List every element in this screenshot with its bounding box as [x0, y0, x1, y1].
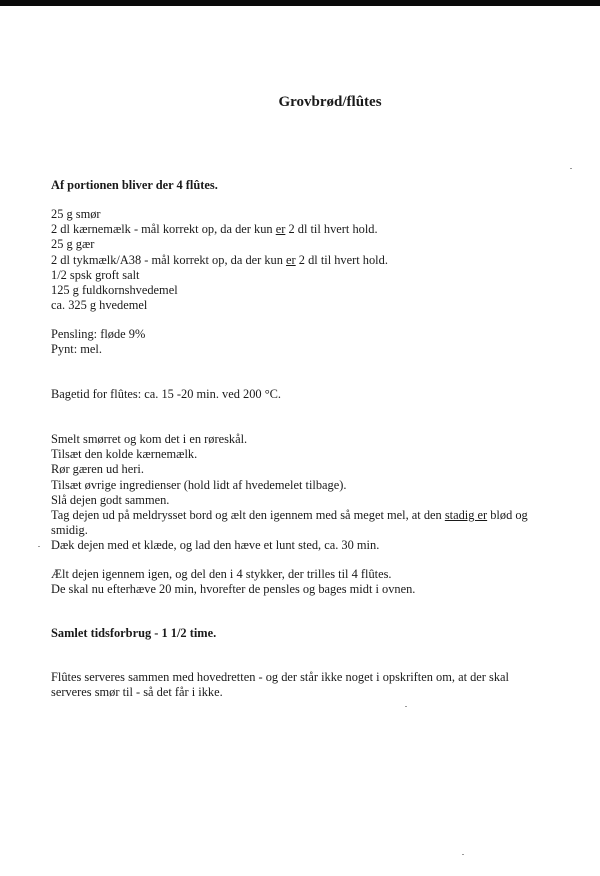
- finishing-notes: [51, 327, 551, 357]
- ingredient-line: 125 g fuldkornshvedemel: [51, 283, 178, 298]
- ingredient-tail: 2 dl til hvert hold.: [285, 222, 378, 237]
- scan-top-edge: [0, 0, 600, 6]
- knead-text: Tag dejen ud på meldrysset bord og ælt den igennem med så meget mel, at den: [51, 508, 445, 523]
- method-step: Rør gæren ud heri.: [51, 462, 144, 477]
- shaping-step: Ælt dejen igennem igen, og del den i 4 stykker, der trilles til 4 flûtes.: [51, 567, 392, 581]
- ingredient-line: 25 g smør: [51, 207, 101, 221]
- total-time: [51, 626, 551, 641]
- scan-speck: [38, 546, 40, 547]
- recipe-title: Grovbrød/flûtes: [278, 94, 382, 110]
- brushing-line: Pensling: fløde 9%: [51, 327, 146, 341]
- ingredient-underlined: er: [275, 222, 286, 237]
- ingredient-line: 25 g gær: [51, 237, 95, 252]
- scan-speck: [570, 168, 572, 169]
- ingredient-tail: 2 dl til hvert hold.: [295, 252, 388, 267]
- portion-note: [51, 178, 551, 193]
- method-step: Smelt smørret og kom det i en røreskål.: [51, 432, 248, 446]
- knead-underlined: stadig er: [444, 508, 488, 523]
- scan-speck: [405, 706, 407, 707]
- method-step: Dæk dejen med et klæde, og lad den hæve et lunt sted, ca. 30 min.: [51, 538, 380, 553]
- ingredient-line: 1/2 spsk groft salt: [51, 267, 140, 282]
- method-step: Tilsæt øvrige ingredienser (hold lidt af hvedemelet tilbage).: [51, 477, 347, 492]
- portion-text: Af portionen bliver der 4 flûtes.: [51, 178, 218, 192]
- method-step: smidig.: [51, 523, 88, 538]
- ingredient-text: 2 dl tykmælk/A38 - mål korrekt op, da der kun: [51, 252, 287, 267]
- method-step: [51, 508, 551, 523]
- bake-time-text: Bagetid for flûtes: ca. 15 -20 min. ved 200 °C.: [51, 387, 282, 401]
- ingredient-line: [51, 222, 551, 237]
- total-time-text: Samlet tidsforbrug - 1 1/2 time.: [51, 626, 217, 640]
- knead-end: blød og: [487, 508, 528, 523]
- ingredient-line: ca. 325 g hvedemel: [51, 298, 148, 313]
- serving-line: Flûtes serveres sammen med hovedretten - og der står ikke noget i opskriften om, at der skal: [51, 670, 509, 684]
- ingredient-list: [51, 207, 551, 313]
- ingredient-line: [51, 253, 551, 268]
- shaping-steps: [51, 567, 551, 597]
- ingredient-text: 2 dl kærnemælk - mål korrekt op, da der kun: [51, 222, 276, 237]
- serving-note: [51, 670, 551, 700]
- ingredient-underlined: er: [286, 252, 296, 267]
- method-step: Tilsæt den kolde kærnemælk.: [51, 447, 198, 462]
- method-steps: [51, 432, 551, 554]
- decoration-line: Pynt: mel.: [51, 342, 102, 357]
- serving-line: serveres smør til - så det får i ikke.: [51, 685, 223, 700]
- shaping-step: De skal nu efterhæve 20 min, hvorefter de pensles og bages midt i ovnen.: [51, 582, 416, 597]
- bake-time: [51, 387, 551, 402]
- scan-speck: [462, 854, 464, 855]
- method-step: Slå dejen godt sammen.: [51, 492, 170, 507]
